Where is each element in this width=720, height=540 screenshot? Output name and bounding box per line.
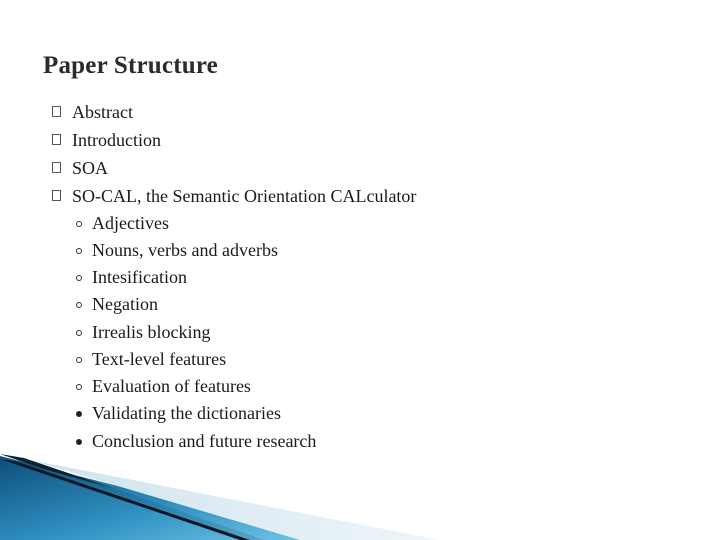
sub-list-item-text: Irrealis blocking <box>92 322 211 342</box>
sub-list-item-text: Negation <box>92 294 158 314</box>
sub-list-item-text: Text-level features <box>92 349 227 369</box>
list-item-text: Introduction <box>72 130 161 150</box>
decorative-corner-graphic <box>0 440 720 540</box>
list-item-text: Abstract <box>72 102 133 122</box>
sub-list-item-text: Conclusion and future research <box>92 431 317 451</box>
sub-list-item-text: Adjectives <box>92 213 169 233</box>
list-item-text: SO-CAL, the Semantic Orientation CALculator <box>72 186 417 206</box>
slide-title: Paper Structure <box>43 52 218 79</box>
sub-list-item-text: Nouns, verbs and adverbs <box>92 240 278 260</box>
sub-list-item-text: Intesification <box>92 267 187 287</box>
list-item-text: SOA <box>72 158 109 178</box>
sub-list-item-text: Validating the dictionaries <box>92 403 281 423</box>
sub-list-item-text: Evaluation of features <box>92 376 251 396</box>
